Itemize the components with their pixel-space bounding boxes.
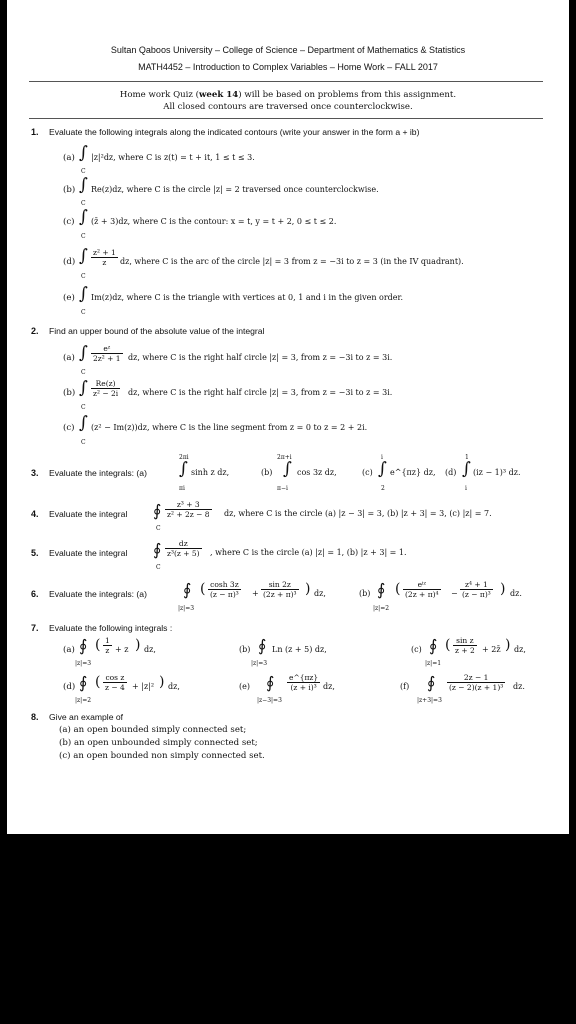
integral-sign: ∫ bbox=[283, 459, 292, 479]
close-paren: ) bbox=[500, 581, 506, 597]
contour-integral-sign: ∮ bbox=[427, 673, 436, 692]
integral-sign: ∫ bbox=[462, 459, 471, 479]
plus-sign: + bbox=[252, 589, 259, 598]
q3d-label: (d) bbox=[445, 468, 457, 477]
header-divider bbox=[29, 81, 543, 82]
q1e-text: Im(z)dz, where C is the triangle with vertices at 0, 1 and i in the given order. bbox=[91, 293, 404, 302]
q7a-label: (a) bbox=[63, 645, 75, 655]
q7c-label: (c) bbox=[411, 645, 422, 654]
upper-limit: 1 bbox=[465, 454, 469, 461]
numerator: Re(z) bbox=[91, 379, 120, 389]
numerator: eᶻ bbox=[91, 344, 123, 354]
q7-text: Evaluate the following integrals : bbox=[49, 623, 173, 633]
numerator: z³ + 3 bbox=[165, 500, 212, 510]
q6a-tail: dz, bbox=[314, 589, 326, 598]
q3b-label: (b) bbox=[261, 468, 273, 477]
denominator: (z − 2)(z + 1)³ bbox=[449, 683, 504, 692]
q6-text: Evaluate the integrals: (a) bbox=[49, 589, 147, 599]
contour-label: C bbox=[81, 439, 86, 446]
numerator: eⁱᶻ bbox=[403, 580, 441, 590]
q5-number: 5. bbox=[31, 548, 39, 558]
upper-limit: 2π+i bbox=[277, 454, 292, 461]
contour-integral-sign: ∮ bbox=[258, 636, 267, 655]
integral-sign: ∫ bbox=[79, 207, 88, 227]
numerator: z² + 1 bbox=[93, 248, 116, 257]
q6b-fraction-1 bbox=[403, 580, 441, 599]
denominator: (z − π)³ bbox=[210, 590, 239, 599]
contour-label: C bbox=[156, 564, 161, 571]
q6-number: 6. bbox=[31, 589, 39, 599]
contour-integral-sign: ∮ bbox=[79, 673, 88, 692]
integral-sign: ∫ bbox=[79, 175, 88, 195]
denominator: z bbox=[102, 258, 107, 267]
integral-sign: ∫ bbox=[179, 459, 188, 479]
q3d-integrand: (iz − 1)³ dz. bbox=[473, 468, 521, 477]
denominator: (2z + π)⁴ bbox=[405, 590, 439, 599]
denominator: z² + 2z − 8 bbox=[167, 510, 210, 519]
numerator: e^{πz} bbox=[289, 673, 319, 682]
integral-sign: ∫ bbox=[79, 143, 88, 163]
q6a-fraction-2 bbox=[261, 580, 299, 599]
q6a-fraction-1 bbox=[208, 580, 241, 599]
q3-number: 3. bbox=[31, 468, 39, 478]
q3b-integrand: cos 3z dz, bbox=[297, 468, 337, 477]
denominator: z − 4 bbox=[105, 683, 125, 692]
q6b-fraction-2 bbox=[460, 580, 493, 599]
contour-label: C bbox=[81, 233, 86, 240]
q1b-text: Re(z)dz, where C is the circle |z| = 2 traversed once counterclockwise. bbox=[91, 185, 379, 194]
q1c-label: (c) bbox=[63, 217, 75, 227]
contour-integral-sign: ∮ bbox=[377, 580, 386, 599]
contour-label: C bbox=[81, 369, 86, 376]
numerator: 2z − 1 bbox=[447, 673, 505, 683]
minus-sign: − bbox=[451, 589, 458, 598]
q8-item-a: (a) an open bounded simply connected set; bbox=[59, 725, 247, 735]
contour-label: |z|=3 bbox=[251, 660, 268, 667]
close-paren: ) bbox=[305, 581, 311, 597]
q7d-fraction bbox=[103, 673, 127, 692]
q7e-tail: dz, bbox=[323, 682, 335, 691]
q4-number: 4. bbox=[31, 509, 39, 519]
integral-sign: ∫ bbox=[79, 284, 88, 304]
q7b-label: (b) bbox=[239, 645, 251, 654]
q1a-text: |z|²dz, where C is z(t) = t + it, 1 ≤ t ≤ 3. bbox=[91, 153, 255, 162]
contour-label: |z|=2 bbox=[373, 605, 390, 612]
integral-sign: ∫ bbox=[79, 343, 88, 363]
course-header: MATH4452 – Introduction to Complex Variables – Home Work – FALL 2017 bbox=[138, 62, 438, 72]
lower-limit: πi bbox=[179, 485, 185, 492]
q7c-plus: + 2z̄ bbox=[482, 645, 501, 654]
q7d-tail: dz, bbox=[168, 682, 180, 691]
q1b-label: (b) bbox=[63, 185, 76, 195]
quiz-note-post: ) will be based on problems from this assignment. bbox=[238, 90, 457, 100]
numerator: dz bbox=[165, 539, 202, 549]
q7a-plus: + z bbox=[115, 645, 129, 654]
q2-number: 2. bbox=[31, 326, 39, 336]
integral-sign: ∫ bbox=[79, 246, 88, 266]
open-paren: ( bbox=[95, 674, 101, 690]
contour-note: All closed contours are traversed once counterclockwise. bbox=[163, 102, 413, 112]
integral-sign: ∫ bbox=[378, 459, 387, 479]
numerator: cos z bbox=[103, 673, 127, 683]
q7f-label: (f) bbox=[400, 682, 410, 691]
q7a-tail: dz, bbox=[144, 645, 156, 654]
q2a-text: dz, where C is the right half circle |z| = 3, from z = −3i to z = 3i. bbox=[128, 353, 393, 362]
q1-text: Evaluate the following integrals along the indicated contours (write your answer in the form a + ib) bbox=[49, 127, 420, 137]
denominator: z + 2 bbox=[455, 646, 475, 655]
q7c-tail: dz, bbox=[514, 645, 526, 654]
upper-limit: i bbox=[381, 454, 383, 461]
q1e-label: (e) bbox=[63, 293, 75, 303]
q7a-fraction bbox=[103, 636, 112, 655]
close-paren: ) bbox=[135, 637, 141, 653]
integral-sign: ∫ bbox=[79, 413, 88, 433]
contour-integral-sign: ∮ bbox=[153, 540, 162, 559]
upper-limit: 2πi bbox=[179, 454, 189, 461]
close-paren: ) bbox=[505, 637, 511, 653]
lower-limit: π−i bbox=[277, 485, 288, 492]
q7e-label: (e) bbox=[239, 682, 250, 691]
close-paren: ) bbox=[159, 674, 165, 690]
q7f-fraction bbox=[447, 673, 505, 692]
q3c-label: (c) bbox=[362, 468, 373, 477]
denominator: (z − π)³ bbox=[462, 590, 491, 599]
q7c-fraction bbox=[453, 636, 477, 655]
q3c-integrand: e^{πz} dz, bbox=[390, 468, 436, 477]
q7b-integrand: Ln (z + 5) dz, bbox=[272, 645, 327, 654]
lower-limit: i bbox=[465, 485, 467, 492]
contour-integral-sign: ∮ bbox=[266, 673, 275, 692]
q3-text: Evaluate the integrals: (a) bbox=[49, 468, 147, 478]
q2c-label: (c) bbox=[63, 423, 75, 433]
contour-label: C bbox=[156, 525, 161, 532]
q2c-text: (z² − Im(z))dz, where C is the line segment from z = 0 to z = 2 + 2i. bbox=[91, 423, 368, 432]
q1d-label: (d) bbox=[63, 257, 76, 267]
homework-sheet bbox=[7, 0, 569, 834]
q8-item-b: (b) an open unbounded simply connected set; bbox=[59, 738, 258, 748]
q2b-text: dz, where C is the right half circle |z| = 3, from z = −3i to z = 3i. bbox=[128, 388, 393, 397]
quiz-note bbox=[7, 90, 569, 100]
open-paren: ( bbox=[200, 581, 206, 597]
contour-label: C bbox=[81, 168, 86, 175]
open-paren: ( bbox=[395, 581, 401, 597]
q1-number: 1. bbox=[31, 127, 39, 137]
q5-text: Evaluate the integral bbox=[49, 548, 128, 558]
q1d-text: dz, where C is the arc of the circle |z| = 3 from z = −3i to z = 3 (in the IV quadrant). bbox=[120, 257, 464, 266]
q2a-fraction bbox=[91, 344, 123, 363]
contour-label: |z−3|=3 bbox=[257, 697, 282, 704]
numerator: sin z bbox=[453, 636, 477, 646]
q7e-fraction bbox=[287, 673, 320, 692]
q4-text: Evaluate the integral bbox=[49, 509, 128, 519]
q7d-label: (d) bbox=[63, 682, 76, 692]
q8-number: 8. bbox=[31, 712, 39, 722]
q8-item-c: (c) an open bounded non simply connected set. bbox=[59, 751, 265, 761]
denominator: z² − 2i bbox=[93, 389, 119, 398]
q1a-label: (a) bbox=[63, 153, 75, 163]
contour-label: C bbox=[81, 404, 86, 411]
q4-tail: dz, where C is the circle (a) |z − 3| = 3, (b) |z + 3| = 3, (c) |z| = 7. bbox=[224, 509, 492, 518]
q6b-tail: dz. bbox=[510, 589, 522, 598]
denominator: z bbox=[105, 646, 110, 655]
numerator: cosh 3z bbox=[208, 580, 241, 590]
contour-integral-sign: ∮ bbox=[153, 501, 162, 520]
numerator: sin 2z bbox=[261, 580, 299, 590]
q2b-fraction bbox=[91, 379, 120, 398]
q1d-fraction bbox=[91, 248, 118, 267]
contour-label: C bbox=[81, 273, 86, 280]
open-paren: ( bbox=[95, 637, 101, 653]
integral-sign: ∫ bbox=[79, 378, 88, 398]
q5-fraction bbox=[165, 539, 202, 558]
numerator: 1 bbox=[105, 636, 110, 645]
quiz-week: week 14 bbox=[199, 90, 239, 100]
denominator: (2z + π)³ bbox=[263, 590, 297, 599]
q4-fraction bbox=[165, 500, 212, 519]
contour-label: C bbox=[81, 200, 86, 207]
university-header: Sultan Qaboos University – College of Science – Department of Mathematics & Statistics bbox=[110, 45, 466, 55]
contour-label: |z|=2 bbox=[75, 697, 92, 704]
q7f-tail: dz. bbox=[513, 682, 525, 691]
contour-label: |z|=3 bbox=[75, 660, 92, 667]
q2a-label: (a) bbox=[63, 353, 75, 363]
contour-label: |z+3|=3 bbox=[417, 697, 442, 704]
denominator: z³(z + 5) bbox=[167, 549, 200, 558]
denominator: (z + i)³ bbox=[290, 683, 317, 692]
q6b-label: (b) bbox=[359, 589, 371, 598]
contour-label: C bbox=[81, 309, 86, 316]
q2-text: Find an upper bound of the absolute value of the integral bbox=[49, 326, 265, 336]
intro-divider bbox=[29, 118, 543, 119]
q3a-integrand: sinh z dz, bbox=[191, 468, 230, 477]
denominator: 2z² + 1 bbox=[93, 354, 121, 363]
open-paren: ( bbox=[445, 637, 451, 653]
q1c-text: (z̄ + 3)dz, where C is the contour: x = t, y = t + 2, 0 ≤ t ≤ 2. bbox=[91, 217, 337, 226]
lower-limit: 2 bbox=[381, 485, 385, 492]
numerator: z⁴ + 1 bbox=[460, 580, 493, 590]
contour-label: |z|=3 bbox=[178, 605, 195, 612]
q8-text: Give an example of bbox=[49, 712, 124, 722]
q7d-plus: + |z|² bbox=[132, 682, 155, 691]
q2b-label: (b) bbox=[63, 388, 76, 398]
quiz-note-pre: Home work Quiz ( bbox=[119, 90, 200, 100]
contour-integral-sign: ∮ bbox=[183, 580, 192, 599]
contour-integral-sign: ∮ bbox=[79, 636, 88, 655]
contour-label: |z|=1 bbox=[425, 660, 442, 667]
q7-number: 7. bbox=[31, 623, 39, 633]
contour-integral-sign: ∮ bbox=[429, 636, 438, 655]
q5-tail: , where C is the circle (a) |z| = 1, (b) |z + 3| = 1. bbox=[210, 548, 407, 557]
